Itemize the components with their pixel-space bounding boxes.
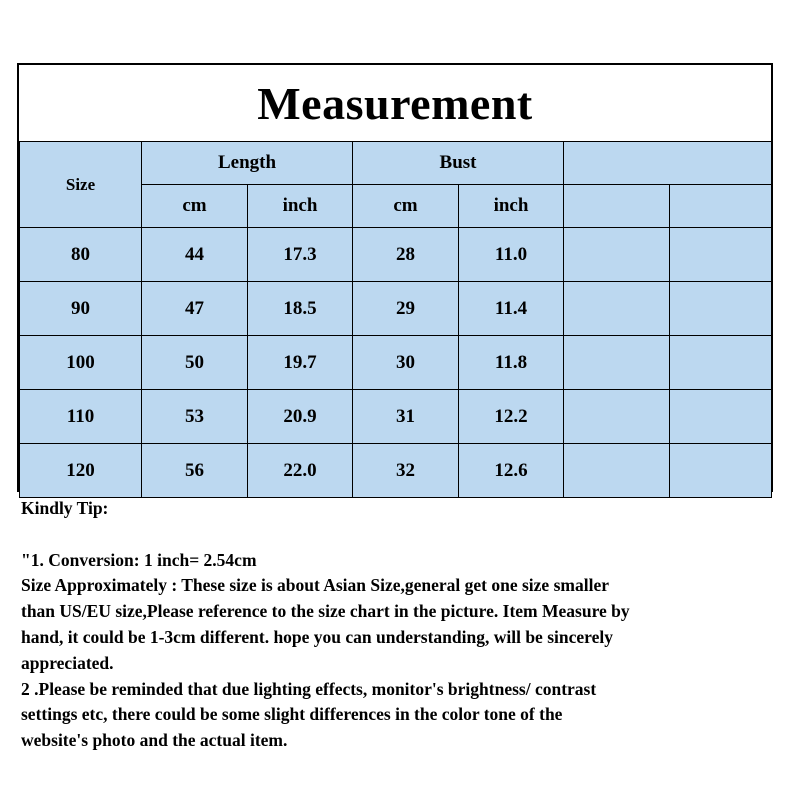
table-cell: 20.9: [248, 390, 353, 444]
table-cell: 110: [20, 390, 142, 444]
empty-group-header: [564, 142, 772, 185]
unit-header: inch: [459, 185, 564, 228]
empty-cell: [670, 390, 772, 444]
table-cell: 17.3: [248, 228, 353, 282]
empty-cell: [670, 444, 772, 498]
table-cell: 11.0: [459, 228, 564, 282]
table-cell: 29: [353, 282, 459, 336]
table-row: [20, 228, 772, 282]
tip-line: hand, it could be 1-3cm different. hope you can understanding, will be sincerely: [21, 626, 613, 647]
tip-line: settings etc, there could be some slight differences in the color tone of the: [21, 704, 563, 725]
table-cell: 56: [142, 444, 248, 498]
table-cell: 11.8: [459, 336, 564, 390]
table-cell: 28: [353, 228, 459, 282]
bust-group-header: Bust: [353, 142, 564, 185]
tip-line: Size Approximately : These size is about Asian Size,general get one size smaller: [21, 575, 609, 596]
table-cell: 100: [20, 336, 142, 390]
empty-cell: [564, 282, 670, 336]
empty-cell: [670, 185, 772, 228]
empty-cell: [564, 336, 670, 390]
table-row: [20, 444, 772, 498]
empty-cell: [564, 185, 670, 228]
empty-cell: [564, 228, 670, 282]
tip-line: website's photo and the actual item.: [21, 730, 288, 751]
tip-heading: Kindly Tip:: [21, 498, 109, 518]
empty-cell: [564, 390, 670, 444]
size-column-header: Size: [20, 142, 142, 228]
table-row: [20, 390, 772, 444]
table-cell: 90: [20, 282, 142, 336]
table-cell: 30: [353, 336, 459, 390]
empty-cell: [670, 336, 772, 390]
table-cell: 12.6: [459, 444, 564, 498]
tip-spacer: [21, 522, 781, 548]
length-group-header: Length: [142, 142, 353, 185]
table-header-row: [20, 142, 772, 185]
table-cell: 18.5: [248, 282, 353, 336]
tip-line: 2 .Please be reminded that due lighting effects, monitor's brightness/ contrast: [21, 678, 597, 699]
tip-line: appreciated.: [21, 652, 114, 673]
table-cell: 31: [353, 390, 459, 444]
unit-header: cm: [353, 185, 459, 228]
tip-line: than US/EU size,Please reference to the size chart in the picture. Item Measure by: [21, 601, 630, 622]
table-row: [20, 282, 772, 336]
empty-cell: [670, 228, 772, 282]
chart-title: Measurement: [257, 77, 533, 129]
table-cell: 80: [20, 228, 142, 282]
kindly-tip-section: [21, 496, 781, 754]
table-cell: 22.0: [248, 444, 353, 498]
table-cell: 32: [353, 444, 459, 498]
table-cell: 47: [142, 282, 248, 336]
table-cell: 19.7: [248, 336, 353, 390]
size-chart: [17, 63, 773, 492]
unit-header: cm: [142, 185, 248, 228]
table-cell: 53: [142, 390, 248, 444]
table-cell: 120: [20, 444, 142, 498]
table-cell: 12.2: [459, 390, 564, 444]
table-cell: 44: [142, 228, 248, 282]
empty-cell: [670, 282, 772, 336]
table-cell: 11.4: [459, 282, 564, 336]
unit-header: inch: [248, 185, 353, 228]
table-cell: 50: [142, 336, 248, 390]
empty-cell: [564, 444, 670, 498]
table-row: [20, 336, 772, 390]
size-table: [19, 141, 772, 498]
tip-line: "1. Conversion: 1 inch= 2.54cm: [21, 549, 257, 570]
